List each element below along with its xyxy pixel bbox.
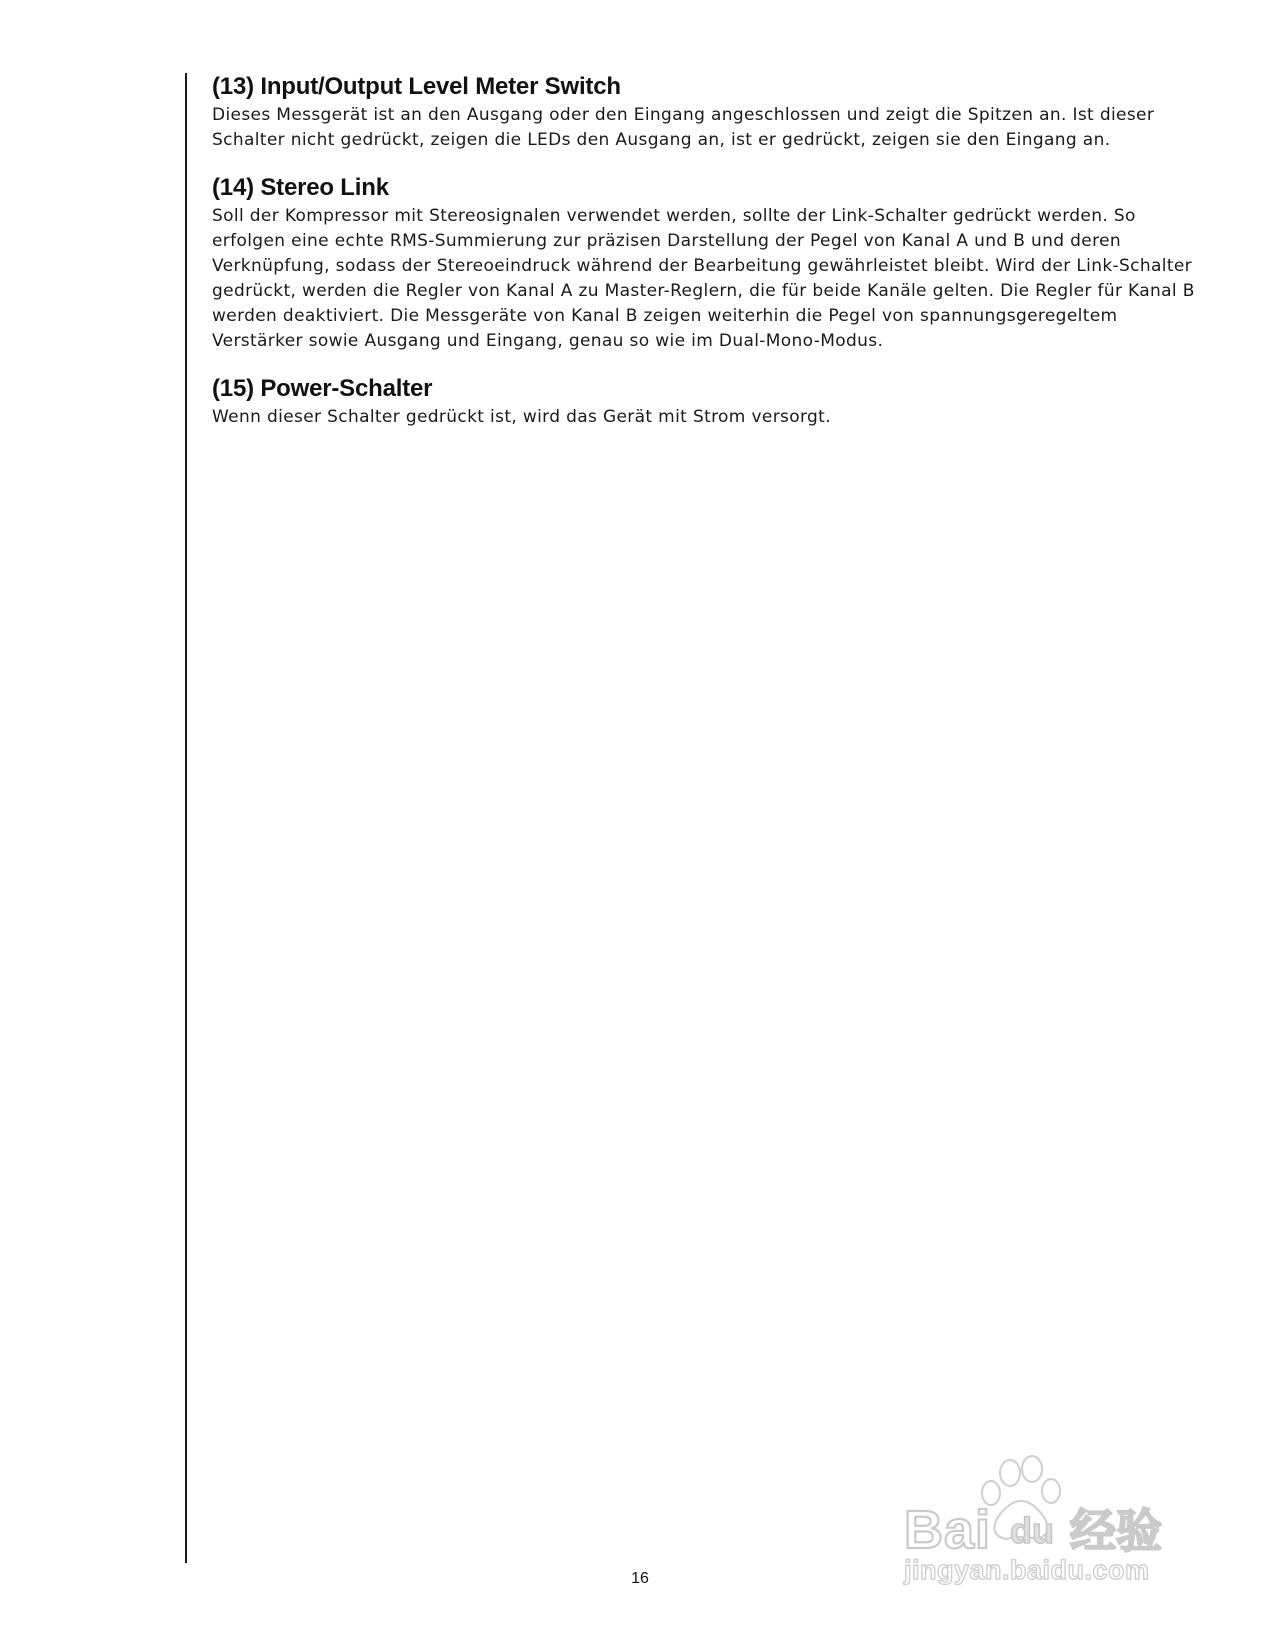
section-heading: (14) Stereo Link [212,174,389,201]
svg-text:经验: 经验 [1070,1504,1162,1558]
section-stereo-link [212,173,1202,354]
section-power-schalter [212,374,1202,430]
section-body: Soll der Kompressor mit Stereosignalen verwendet werden, sollte der Link-Schalter gedrückt werden. So erfolgen eine echte RMS-Summierung zur präzisen Darstellung der Pegel von Kanal A und B und deren Verknüpfung, sodass der Stereoeindruck während der Bearbeitung gewährleistet bleibt. Wird der Link-Schalter gedrückt, werden die Regler von Kanal A zu Master-Reglern, die für beide Kanäle gelten. Die Regler für Kanal B werden deaktiviert. Die Messgeräte von Kanal B zeigen weiterhin die Pegel von spannungsgeregeltem Verstärker sowie Ausgang und Eingang, genau so wie im Dual-Mono-Modus. [212,206,1195,351]
section-heading: (13) Input/Output Level Meter Switch [212,73,621,100]
page-number: 16 [631,1570,649,1587]
document-content [212,72,1202,450]
margin-rule [185,73,187,1563]
section-input-output-level-meter-switch [212,72,1202,153]
svg-text:Bai: Bai [904,1500,992,1560]
svg-text:du: du [1010,1510,1054,1551]
baidu-watermark-logo [898,1455,1198,1585]
section-heading: (15) Power-Schalter [212,375,433,402]
section-body: Dieses Messgerät ist an den Ausgang oder den Eingang angeschlossen und zeigt die Spitzen an. Ist dieser Schalter nicht gedrückt, zeigen die LEDs den Ausgang an, ist er gedrückt, zeigen sie den Eingang an. [212,105,1155,150]
svg-text:jingyan.baidu.com: jingyan.baidu.com [904,1555,1150,1585]
section-body: Wenn dieser Schalter gedrückt ist, wird das Gerät mit Strom versorgt. [212,407,831,427]
